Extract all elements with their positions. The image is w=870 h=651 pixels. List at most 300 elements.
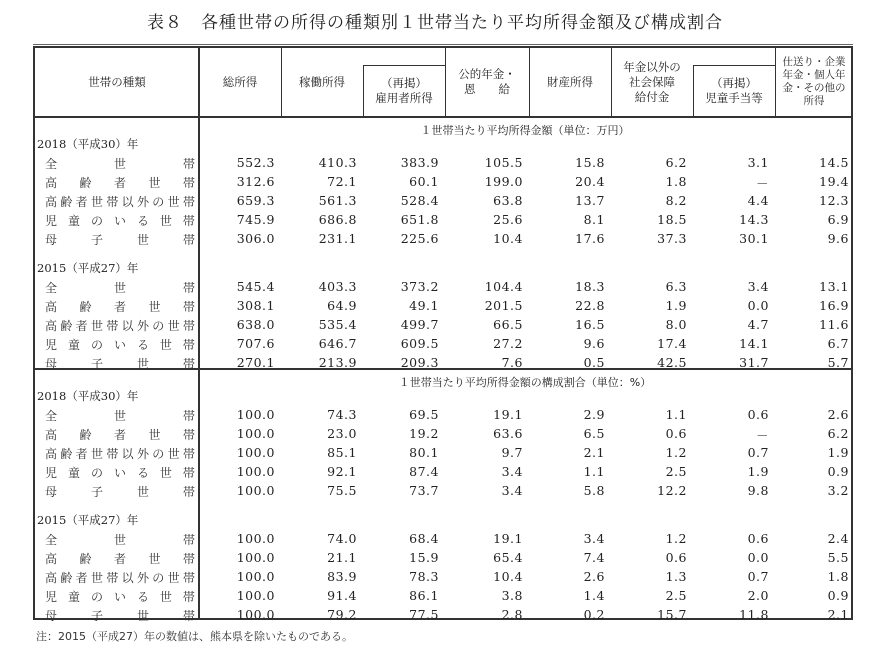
cell-value: 0.0 [747,550,769,565]
cell-value: 14.5 [819,155,849,170]
row-label-char: 外 [136,571,149,585]
footnote: 注：2015（平成27）年の数値は、熊本県を除いたものである。 [36,630,353,643]
row-label-char: る [136,466,149,480]
table-row [35,483,851,501]
row-label-char: 帯 [182,552,195,566]
row-label-char: 子 [90,233,103,247]
cell-value: 7.4 [583,550,605,565]
table-section [35,118,851,371]
cell-value: 0.7 [747,445,769,460]
cell-value: 23.0 [327,426,357,441]
cell-value: 75.5 [327,483,357,498]
row-label-char: 全 [45,157,58,171]
row-label-char: 帯 [182,281,195,295]
cell-value: 306.0 [236,231,275,246]
row-label-char: る [136,214,149,228]
cell-value: 10.4 [493,569,523,584]
cell-value: 18.3 [575,279,605,294]
row-label [45,174,195,191]
row-label [45,231,195,248]
cell-value: 535.4 [318,317,357,332]
header-work-income: 稼働所得 [299,74,345,89]
cell-value: 14.1 [739,336,769,351]
cell-value: 8.1 [583,212,605,227]
cell-value: 20.4 [575,174,605,189]
year-label: 2015（平成27）年 [37,261,139,275]
table-row [35,155,851,173]
cell-value: 5.5 [827,550,849,565]
cell-value: 15.8 [575,155,605,170]
cell-value: 13.7 [575,193,605,208]
row-label-char: 高 [45,447,58,461]
cell-value: 9.8 [747,483,769,498]
cell-value: 270.1 [236,355,275,370]
cell-value: 83.9 [327,569,357,584]
cell-value: 12.2 [657,483,687,498]
cell-value: 87.4 [409,464,439,479]
cell-value: 0.6 [747,531,769,546]
row-label-char: 者 [113,300,126,314]
row-label [45,336,195,353]
cell-value: 74.3 [327,407,357,422]
cell-value: 6.2 [827,426,849,441]
header-line: （再掲） [381,76,427,90]
cell-value: 0.5 [583,355,605,370]
divider [363,66,364,116]
row-label-char: 高 [45,176,58,190]
header-line: 所得 [803,95,825,107]
row-label-char: 母 [45,233,58,247]
row-label-char: 帯 [182,300,195,314]
cell-value: 18.5 [657,212,687,227]
cell-value: － [755,428,769,443]
row-label-char: い [113,466,126,480]
row-label-char: 帯 [182,214,195,228]
cell-value: 15.7 [657,607,687,622]
section-label: １世帯当たり平均所得金額の構成割合（単位：%） [398,376,652,389]
cell-value: 17.4 [657,336,687,351]
row-label-char: 童 [67,338,80,352]
cell-value: 0.6 [747,407,769,422]
table-row [35,607,851,625]
cell-value: 19.1 [493,531,523,546]
row-label-char: 高 [45,319,58,333]
row-label [45,298,195,315]
row-label-char: 世 [148,176,161,190]
cell-value: 1.8 [827,569,849,584]
cell-value: 1.4 [583,588,605,603]
cell-value: 2.6 [827,407,849,422]
row-label-char: 世 [113,157,126,171]
table-row [35,336,851,354]
table-row [35,464,851,482]
cell-value: 9.7 [501,445,523,460]
cell-value: 100.0 [236,531,275,546]
row-label-char: の [152,319,165,333]
row-label-char: 外 [136,447,149,461]
row-label-char: 帯 [106,447,119,461]
row-label-char: 母 [45,357,58,371]
cell-value: 0.0 [747,298,769,313]
row-label-char: 世 [90,571,103,585]
row-label-char: 高 [45,571,58,585]
cell-value: 68.4 [409,531,439,546]
row-label-char: 世 [136,233,149,247]
row-label-char: 世 [136,485,149,499]
table-row [35,550,851,568]
row-label-char: 者 [113,428,126,442]
row-label [45,464,195,481]
row-label-char: 世 [167,447,180,461]
cell-value: 403.3 [318,279,357,294]
row-label-char: の [152,571,165,585]
row-label-char: 帯 [182,571,195,585]
cell-value: 0.6 [665,550,687,565]
header-line: 年金・個人年 [782,69,846,81]
cell-value: 6.3 [665,279,687,294]
cell-value: 545.4 [236,279,275,294]
row-label-char: 者 [113,552,126,566]
cell-value: 4.7 [747,317,769,332]
divider [363,65,445,66]
cell-value: 80.1 [409,445,439,460]
cell-value: 100.0 [236,407,275,422]
cell-value: 91.4 [327,588,357,603]
cell-value: 69.5 [409,407,439,422]
row-label-char: 帯 [106,195,119,209]
row-label-char: 帯 [182,319,195,333]
row-label-char: 帯 [182,533,195,547]
cell-value: 19.1 [493,407,523,422]
header-household-type: 世帯の種類 [88,74,146,89]
cell-value: 3.4 [501,483,523,498]
cell-value: 552.3 [236,155,275,170]
row-label-char: 帯 [182,176,195,190]
cell-value: 707.6 [236,336,275,351]
cell-value: 2.0 [747,588,769,603]
cell-value: 105.5 [484,155,523,170]
cell-value: 659.3 [236,193,275,208]
cell-value: 100.0 [236,426,275,441]
cell-value: 3.4 [501,464,523,479]
cell-value: 6.7 [827,336,849,351]
row-label-char: 童 [67,214,80,228]
header-public-pension [445,48,529,116]
row-label [45,426,195,443]
row-label-char: 世 [113,281,126,295]
table-header [35,48,851,118]
cell-value: 0.6 [665,426,687,441]
cell-value: 104.4 [484,279,523,294]
table-row [35,426,851,444]
cell-value: 0.7 [747,569,769,584]
row-label-char: 齢 [79,176,92,190]
cell-value: 17.6 [575,231,605,246]
row-label-char: 童 [67,466,80,480]
cell-value: 0.9 [827,588,849,603]
cell-value: 499.7 [400,317,439,332]
row-label-char: る [136,590,149,604]
title-rule [33,44,853,45]
row-label-char: の [90,338,103,352]
cell-value: 1.2 [665,531,687,546]
row-label-char: 齢 [79,300,92,314]
cell-value: 100.0 [236,483,275,498]
cell-value: 74.0 [327,531,357,546]
cell-value: 77.5 [409,607,439,622]
cell-value: 5.8 [583,483,605,498]
year-label: 2015（平成27）年 [37,513,139,527]
cell-value: 19.2 [409,426,439,441]
header-line: 雇用者所得 [375,91,433,105]
cell-value: 65.4 [493,550,523,565]
row-label-char: 児 [45,590,58,604]
cell-value: 60.1 [409,174,439,189]
cell-value: 8.2 [665,193,687,208]
row-label-char: の [152,195,165,209]
row-label-char: 世 [90,319,103,333]
cell-value: 4.4 [747,193,769,208]
cell-value: 3.2 [827,483,849,498]
row-label [45,317,195,334]
row-label-char: 世 [113,533,126,547]
divider [445,48,446,116]
row-label-char: の [152,447,165,461]
row-label-char: 児 [45,338,58,352]
row-label [45,607,195,624]
cell-value: 31.7 [739,355,769,370]
table-row [35,317,851,335]
row-label-char: 外 [136,319,149,333]
divider [775,48,776,116]
row-label-char: 齢 [79,552,92,566]
cell-value: 22.8 [575,298,605,313]
header-child-allowance [693,66,775,116]
cell-value: 1.1 [583,464,605,479]
row-label-char: 高 [45,195,58,209]
cell-value: 528.4 [400,193,439,208]
cell-value: 100.0 [236,550,275,565]
cell-value: － [755,176,769,191]
cell-value: 1.1 [665,407,687,422]
cell-value: 2.5 [665,464,687,479]
cell-value: 213.9 [318,355,357,370]
cell-value: 16.5 [575,317,605,332]
cell-value: 1.8 [665,174,687,189]
table-row [35,193,851,211]
cell-value: 100.0 [236,464,275,479]
table-row [35,445,851,463]
cell-value: 2.1 [583,445,605,460]
row-label-char: 齢 [79,428,92,442]
row-label-char: 帯 [182,485,195,499]
cell-value: 30.1 [739,231,769,246]
row-label [45,445,195,462]
cell-value: 7.6 [501,355,523,370]
table-row [35,298,851,316]
cell-value: 63.8 [493,193,523,208]
row-label-char: 世 [136,609,149,623]
cell-value: 37.3 [657,231,687,246]
row-label-char: 帯 [182,195,195,209]
row-label-char: 以 [121,571,134,585]
cell-value: 73.7 [409,483,439,498]
header-line: 児童手当等 [705,91,763,105]
row-label [45,550,195,567]
cell-value: 72.1 [327,174,357,189]
cell-value: 1.9 [827,445,849,460]
cell-value: 373.2 [400,279,439,294]
cell-value: 14.3 [739,212,769,227]
cell-value: 1.3 [665,569,687,584]
row-label-char: 全 [45,533,58,547]
divider [693,65,775,66]
header-property-income: 財産所得 [547,74,593,89]
cell-value: 686.8 [318,212,357,227]
cell-value: 651.8 [400,212,439,227]
cell-value: 6.5 [583,426,605,441]
cell-value: 561.3 [318,193,357,208]
cell-value: 2.6 [583,569,605,584]
row-label [45,155,195,172]
cell-value: 0.2 [583,607,605,622]
row-label-char: 高 [45,552,58,566]
cell-value: 0.9 [827,464,849,479]
row-label [45,483,195,500]
cell-value: 209.3 [400,355,439,370]
cell-value: 42.5 [657,355,687,370]
header-line: （再掲） [711,76,757,90]
cell-value: 646.7 [318,336,357,351]
cell-value: 13.1 [819,279,849,294]
row-label-char: 全 [45,409,58,423]
cell-value: 3.8 [501,588,523,603]
income-table [33,46,853,623]
row-label-char: 帯 [182,409,195,423]
cell-value: 78.3 [409,569,439,584]
cell-value: 9.6 [827,231,849,246]
row-label-char: 齢 [60,319,73,333]
row-label-char: の [90,466,103,480]
row-label-char: 世 [159,338,172,352]
cell-value: 63.6 [493,426,523,441]
row-label-char: 齢 [60,447,73,461]
row-label [45,569,195,586]
row-label-char: 以 [121,319,134,333]
cell-value: 86.1 [409,588,439,603]
row-label-char: 帯 [182,466,195,480]
cell-value: 2.4 [827,531,849,546]
divider [611,48,612,116]
row-label-char: 者 [75,447,88,461]
table-row [35,174,851,192]
cell-value: 1.9 [665,298,687,313]
cell-value: 85.1 [327,445,357,460]
cell-value: 66.5 [493,317,523,332]
header-social-security [611,48,693,116]
header-line: 仕送り・企業 [782,56,846,68]
header-other-income [775,48,853,116]
divider [693,66,694,116]
table-row [35,588,851,606]
cell-value: 6.2 [665,155,687,170]
row-label-char: 世 [90,195,103,209]
row-label-char: い [113,338,126,352]
table-row [35,531,851,549]
row-label-char: い [113,590,126,604]
cell-value: 638.0 [236,317,275,332]
cell-value: 225.6 [400,231,439,246]
row-label-char: 児 [45,466,58,480]
row-label-char: の [90,590,103,604]
row-label [45,407,195,424]
table-row [35,212,851,230]
table-row [35,407,851,425]
divider [529,48,530,116]
row-label-char: 帯 [182,609,195,623]
row-label-char: 世 [167,571,180,585]
row-label [45,531,195,548]
row-label-char: 高 [45,300,58,314]
row-label-char: 世 [167,195,180,209]
cell-value: 11.8 [739,607,769,622]
row-label-char: 世 [90,447,103,461]
cell-value: 27.2 [493,336,523,351]
row-label-char: 以 [121,195,134,209]
cell-value: 21.1 [327,550,357,565]
cell-value: 1.2 [665,445,687,460]
row-label-char: 帯 [106,319,119,333]
row-label-char: 外 [136,195,149,209]
row-label-char: 世 [148,428,161,442]
row-label-char: 母 [45,609,58,623]
row-label-char: 世 [159,590,172,604]
cell-value: 308.1 [236,298,275,313]
row-label-char: 帯 [182,590,195,604]
row-label-char: 者 [75,571,88,585]
table-row [35,569,851,587]
cell-value: 92.1 [327,464,357,479]
row-label-char: 帯 [182,338,195,352]
cell-value: 5.7 [827,355,849,370]
row-label-char: 齢 [60,195,73,209]
cell-value: 15.9 [409,550,439,565]
row-label-char: 帯 [182,157,195,171]
year-label: 2018（平成30）年 [37,137,139,151]
year-label: 2018（平成30）年 [37,389,139,403]
divider [281,48,282,116]
header-line: 社会保障 [629,74,675,89]
cell-value: 100.0 [236,588,275,603]
header-line: 年金以外の [623,59,681,74]
cell-value: 25.6 [493,212,523,227]
row-label-char: 世 [167,319,180,333]
table-row [35,231,851,249]
header-line: 恩 給 [464,82,510,96]
header-total-income: 総所得 [222,74,258,89]
cell-value: 16.9 [819,298,849,313]
table-title: 表８ 各種世帯の所得の種類別１世帯当たり平均所得金額及び構成割合 [147,13,723,33]
cell-value: 2.1 [827,607,849,622]
row-label-char: 子 [90,485,103,499]
cell-value: 79.2 [327,607,357,622]
cell-value: 9.6 [583,336,605,351]
row-label-char: 全 [45,281,58,295]
row-label-char: 齢 [60,571,73,585]
row-label-char: 帯 [182,357,195,371]
row-label-char: 帯 [182,447,195,461]
header-employee-income [363,66,445,116]
